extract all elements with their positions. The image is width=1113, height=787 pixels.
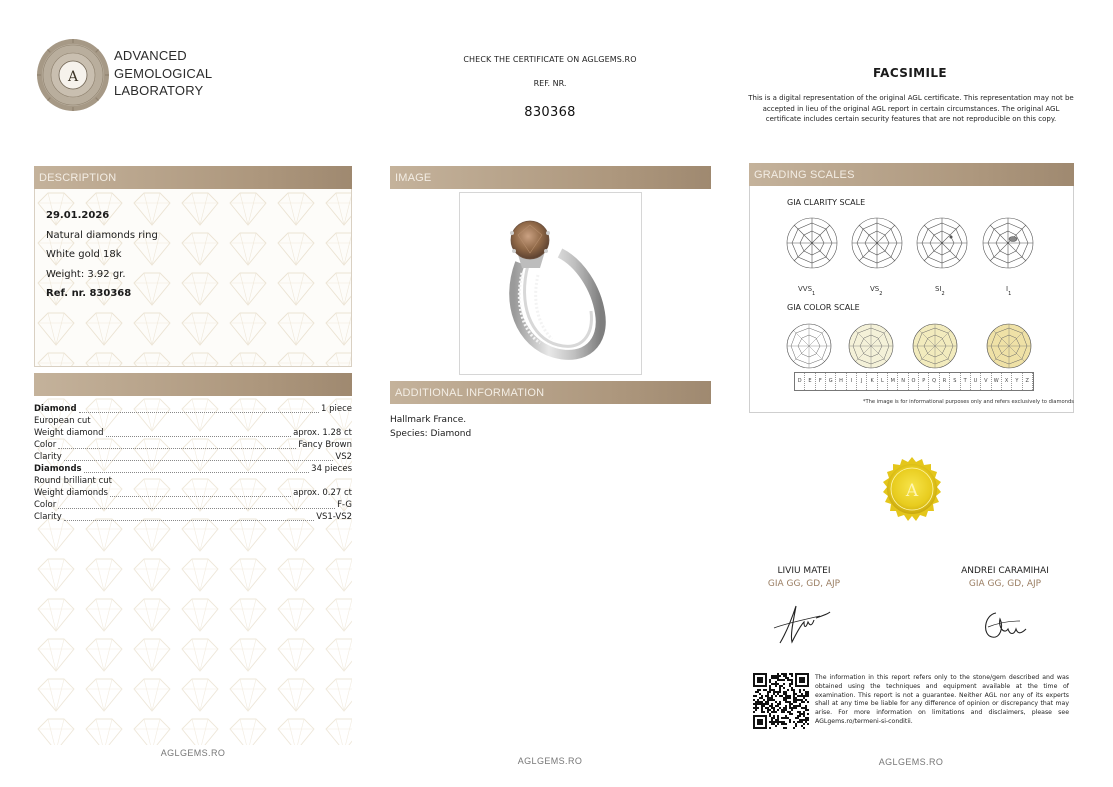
qr-code[interactable] <box>753 673 809 729</box>
color-letter: O <box>909 373 919 390</box>
spec-key: Round brilliant cut <box>34 476 112 486</box>
description-section-bar <box>34 166 352 189</box>
spec-row <box>34 511 352 523</box>
color-letter: U <box>971 373 981 390</box>
ref-label: REF. NR. <box>533 79 567 88</box>
clarity-label-i: $I_1$ <box>1006 285 1012 298</box>
spec-row <box>34 499 352 511</box>
metal-description: White gold 18k <box>46 249 122 260</box>
color-letter: D <box>795 373 805 390</box>
spec-key: Diamond <box>34 404 77 414</box>
spec-row <box>34 487 352 499</box>
additional-info-content <box>390 413 471 441</box>
color-letter: K <box>867 373 877 390</box>
image-section-bar <box>390 166 711 189</box>
site-footer-right: AGLGEMS.RO <box>878 757 944 767</box>
lab-name <box>114 47 212 100</box>
additional-line-2: Species: Diamond <box>390 429 472 439</box>
additional-info-bar <box>390 381 711 404</box>
item-weight: Weight: 3.92 gr. <box>46 268 126 280</box>
color-scale-title: GIA COLOR SCALE <box>787 303 860 312</box>
facsimile-note: This is a digital representation of the original AGL certificate. This representation may not be accepted in lieu of the original AGL report in certain circumstances. The original AGL certificate includes certain security features that are not reproducible on this copy. <box>748 94 1074 123</box>
spec-key: European cut <box>34 416 91 426</box>
spec-key: Diamonds <box>34 464 82 474</box>
signer2-name: ANDREI CARAMIHAI <box>961 566 1049 576</box>
additional-line-1: Hallmark France. <box>390 415 467 425</box>
spec-leader-dots <box>58 448 296 449</box>
clarity-scale-title: GIA CLARITY SCALE <box>787 198 866 207</box>
spec-key: Color <box>34 440 57 450</box>
color-gem <box>849 324 893 368</box>
spec-key: Weight diamonds <box>34 488 108 498</box>
lab-name-line1: ADVANCED <box>114 48 187 63</box>
clarity-diamonds <box>785 215 1039 273</box>
additional-info-label: ADDITIONAL INFORMATION <box>395 387 545 399</box>
color-letter: X <box>1002 373 1012 390</box>
clarity-label-vs: $VS_2$ <box>870 285 883 298</box>
spec-value: VS1-VS2 <box>316 512 352 522</box>
color-letter: V <box>981 373 991 390</box>
spec-row <box>34 451 352 463</box>
color-gem <box>787 324 831 368</box>
clarity-label-vvs: $VVS_1$ <box>798 285 816 298</box>
color-letter: I <box>847 373 857 390</box>
color-letter: T <box>961 373 971 390</box>
grading-section-bar <box>749 163 1074 186</box>
spec-row <box>34 439 352 451</box>
agl-seal-logo <box>36 38 110 112</box>
grading-note: *The image is for informational purposes only and refers exclusively to diamonds <box>862 399 1074 405</box>
spec-leader-dots <box>79 412 319 413</box>
legal-disclaimer: The information in this report refers only to the stone/gem described and was obtained using the techniques and equipment available at the time of examination. This report is not a guarantee. Neither AGL nor any of its experts shall at any time be liable for any difference of opinion or discrepancy that may arise. For more information on limitations and disclaimers, please see AGLgems.ro/termeni-si-conditii. <box>815 674 1069 725</box>
spec-key: Clarity <box>34 452 62 462</box>
clarity-label-si: $SI_2$ <box>935 285 945 298</box>
signature-2 <box>978 605 1030 645</box>
color-letter: R <box>940 373 950 390</box>
lab-name-line3: LABORATORY <box>114 83 204 98</box>
image-section-label: IMAGE <box>395 172 432 184</box>
signer1-name: LIVIU MATEI <box>777 566 831 576</box>
spec-value: aprox. 1.28 ct <box>293 428 352 438</box>
site-footer-center: AGLGEMS.RO <box>517 756 583 766</box>
spec-value: 34 pieces <box>311 464 352 474</box>
grading-section-label: GRADING SCALES <box>754 169 855 181</box>
item-description: Natural diamonds ring <box>46 229 158 241</box>
lab-name-line2: GEMOLOGICAL <box>114 65 213 81</box>
specs-list <box>34 403 352 523</box>
ring-image <box>460 193 643 376</box>
signer1-title: GIA GG, GD, AJP <box>767 579 841 589</box>
certificate-date: 29.01.2026 <box>46 210 110 221</box>
color-letter: Z <box>1023 373 1033 390</box>
color-letter: L <box>878 373 888 390</box>
color-gem <box>913 324 957 368</box>
spec-leader-dots <box>110 496 291 497</box>
color-letter: W <box>992 373 1002 390</box>
color-letter: F <box>816 373 826 390</box>
spec-row <box>34 415 352 427</box>
color-letter: E <box>805 373 815 390</box>
spec-value: VS2 <box>335 452 352 462</box>
signature-1 <box>772 598 834 648</box>
check-certificate-text: CHECK THE CERTIFICATE ON AGLGEMS.RO <box>463 55 637 64</box>
facsimile-title: FACSIMILE <box>872 66 948 80</box>
color-gem <box>987 324 1031 368</box>
spec-value: F-G <box>337 500 352 510</box>
color-letter: Q <box>929 373 939 390</box>
signer2-title: GIA GG, GD, AJP <box>968 579 1042 589</box>
spec-value: 1 piece <box>321 404 352 414</box>
color-letter: P <box>919 373 929 390</box>
spec-leader-dots <box>64 460 334 461</box>
description-section-label: DESCRIPTION <box>39 172 117 184</box>
spec-key: Color <box>34 500 57 510</box>
item-ref-number: Ref. nr. 830368 <box>46 288 132 299</box>
spec-row <box>34 403 352 415</box>
color-diamonds <box>785 320 1039 372</box>
spec-leader-dots <box>84 472 310 473</box>
svg-text:A: A <box>905 481 919 501</box>
color-letter: M <box>888 373 898 390</box>
color-letter: S <box>950 373 960 390</box>
color-letter: Y <box>1012 373 1022 390</box>
site-footer-left: AGLGEMS.RO <box>160 748 226 758</box>
spec-value: aprox. 0.27 ct <box>293 488 352 498</box>
spec-row <box>34 427 352 439</box>
color-letter: G <box>826 373 836 390</box>
svg-text:A: A <box>67 69 79 85</box>
color-letter-scale <box>794 372 1034 391</box>
spec-key: Clarity <box>34 512 62 522</box>
spec-leader-dots <box>58 508 335 509</box>
spec-leader-dots <box>106 436 292 437</box>
color-letter: J <box>857 373 867 390</box>
ring-image-frame <box>459 192 642 375</box>
spec-row <box>34 463 352 475</box>
gold-seal-icon <box>874 456 950 532</box>
description-content <box>46 206 158 304</box>
specs-section-bar <box>34 373 352 396</box>
ref-number: 830368 <box>524 105 576 120</box>
spec-leader-dots <box>64 520 314 521</box>
spec-key: Weight diamond <box>34 428 104 438</box>
color-letter: N <box>898 373 908 390</box>
spec-value: Fancy Brown <box>298 440 352 450</box>
spec-row <box>34 475 352 487</box>
color-letter: H <box>836 373 846 390</box>
